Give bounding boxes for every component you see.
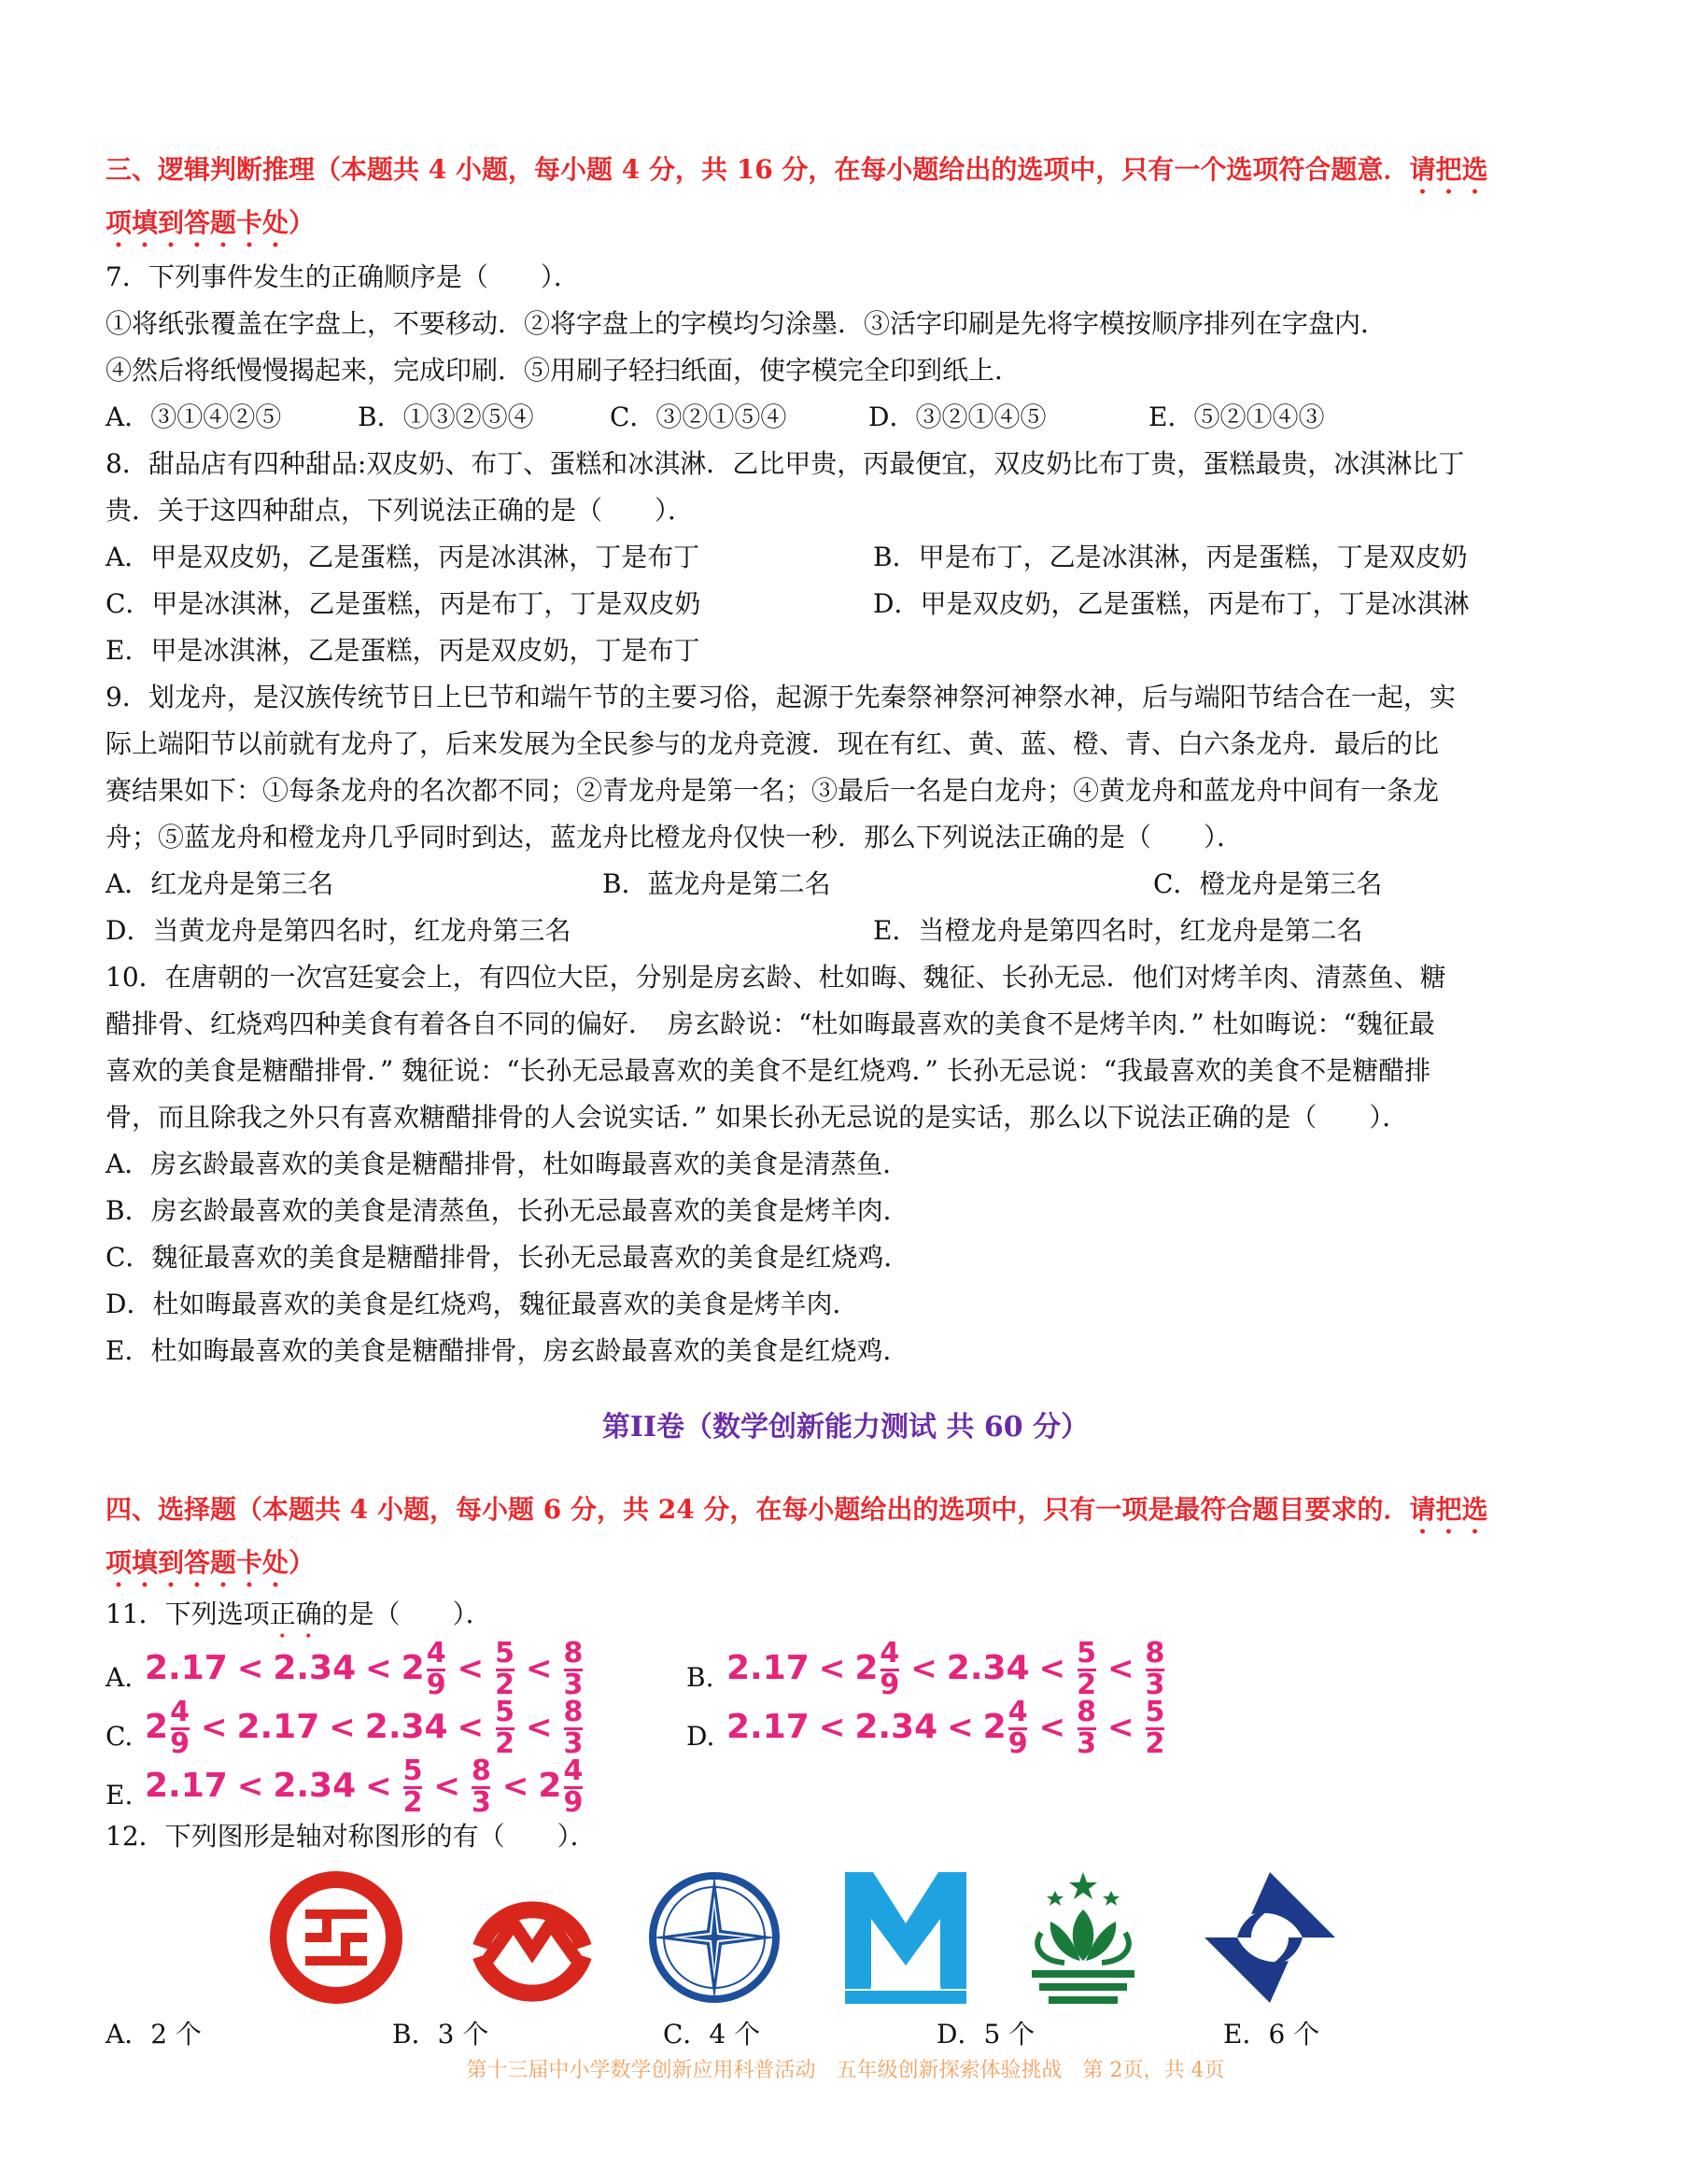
q8-option-d[interactable]: D．甲是双皮奶，乙是蛋糕，丙是布丁，丁是冰淇淋 xyxy=(873,588,1470,619)
section4-title xyxy=(106,1489,1487,1540)
q9-option-e[interactable]: E．当橙龙舟是第四名时，红龙舟是第二名 xyxy=(873,915,1363,946)
q11-option-d-expression xyxy=(726,1696,1166,1760)
q11-option-a-expression xyxy=(145,1637,585,1701)
section3-title-text: 三、逻辑判断推理（本题共 4 小题，每小题 4 分，共 16 分，在每小题给出的选项中，只有一个选项符合题意． xyxy=(106,154,1410,185)
q11-decimal-2-34: 2.34 xyxy=(854,1708,938,1746)
less-than-sign: < xyxy=(433,1768,461,1805)
q11-option-b-expression xyxy=(726,1637,1166,1701)
q9-option-c[interactable]: C．橙龙舟是第三名 xyxy=(1153,868,1383,899)
less-than-sign: < xyxy=(365,1650,392,1687)
q11-stem-post: 的是（ ）． xyxy=(321,1599,492,1629)
q11-mixed-number: 2 $\frac{4}{9}$ xyxy=(401,1637,446,1701)
q11-decimal-2-17: 2.17 xyxy=(145,1649,228,1687)
section4-title-cont xyxy=(106,1543,315,1593)
q8-option-e[interactable]: E．甲是冰淇淋，乙是蛋糕，丙是双皮奶，丁是布丁 xyxy=(106,635,700,666)
q11-option-e-expression xyxy=(145,1754,585,1819)
q11-fraction-8-3: $\frac{8}{3}$ xyxy=(1077,1696,1096,1760)
q12-option-c[interactable]: C．4 个 xyxy=(663,2019,761,2050)
q8-option-b[interactable]: B．甲是布丁，乙是冰淇淋，丙是蛋糕，丁是双皮奶 xyxy=(873,542,1468,572)
less-than-sign: < xyxy=(457,1709,485,1746)
q12-option-d[interactable]: D．5 个 xyxy=(937,2019,1036,2050)
less-than-sign: < xyxy=(200,1709,228,1746)
q11-fraction-5-2: $\frac{5}{2}$ xyxy=(1145,1696,1165,1760)
section4-title-text: 四、选择题（本题共 4 小题，每小题 6 分，共 24 分，在每小题给出的选项中，只有一项是最符合题目要求的． xyxy=(106,1494,1410,1525)
q11-stem-pre: 11．下列选项 xyxy=(106,1599,270,1629)
q8-option-c[interactable]: C．甲是冰淇淋，乙是蛋糕，丙是布丁，丁是双皮奶 xyxy=(106,588,701,619)
q11-fraction-8-3: $\frac{8}{3}$ xyxy=(563,1637,584,1701)
q11-mixed-number: 2 $\frac{4}{9}$ xyxy=(854,1637,900,1701)
less-than-sign: < xyxy=(365,1768,392,1805)
q11-decimal-2-17: 2.17 xyxy=(145,1767,228,1805)
section3-title-end: ） xyxy=(289,207,316,238)
q11-option-d-label[interactable]: D. xyxy=(686,1721,715,1752)
q11-option-e-label[interactable]: E. xyxy=(106,1780,134,1811)
section3-title-cont xyxy=(106,203,315,253)
q11-decimal-2-17: 2.17 xyxy=(726,1649,810,1687)
q11-decimal-2-34: 2.34 xyxy=(273,1767,357,1805)
q10-option-e[interactable]: E．杜如晦最喜欢的美食是糖醋排骨，房玄龄最喜欢的美食是红烧鸡． xyxy=(106,1335,909,1366)
page-footer: 第十三届中小学数学创新应用科普活动 五年级创新探索体验挑战 第 2页，共 4页 xyxy=(466,2059,1225,2082)
section4-emph-2: 项填到答题卡处 xyxy=(106,1547,289,1578)
q11-fraction-8-3: $\frac{8}{3}$ xyxy=(472,1754,491,1819)
q10-option-b[interactable]: B．房玄龄最喜欢的美食是清蒸鱼，长孙无忌最喜欢的美食是烤羊肉． xyxy=(106,1195,909,1226)
q10-option-d[interactable]: D．杜如晦最喜欢的美食是红烧鸡，魏征最喜欢的美食是烤羊肉． xyxy=(106,1289,859,1319)
less-than-sign: < xyxy=(236,1768,264,1805)
less-than-sign: < xyxy=(525,1709,553,1746)
q7-line2: ①将纸张覆盖在字盘上，不要移动．②将字盘上的字模均匀涂墨．③活字印刷是先将字模按顺序排列在字盘内． xyxy=(106,308,1388,339)
q10-line1: 10．在唐朝的一次宫廷宴会上，有四位大臣，分别是房玄龄、杜如晦、魏征、长孙无忌．他们对烤羊肉、清蒸鱼、糖 xyxy=(106,962,1446,993)
q11-fraction-5-2: $\frac{5}{2}$ xyxy=(402,1754,423,1819)
q10-line4: 骨，而且除我之外只有喜欢糖醋排骨的人会说实话．” 如果长孙无忌说的是实话，那么以下说法正确的是（ ）． xyxy=(106,1102,1409,1133)
q10-option-c[interactable]: C．魏征最喜欢的美食是糖醋排骨，长孙无忌最喜欢的美食是红烧鸡． xyxy=(106,1242,910,1273)
section3-emph-2: 项填到答题卡处 xyxy=(106,207,289,238)
q7-option-d[interactable]: D．③②①④⑤ xyxy=(868,402,1047,432)
q12-option-b[interactable]: B．3 个 xyxy=(392,2019,489,2050)
q11-decimal-2-34: 2.34 xyxy=(946,1649,1030,1687)
q9-line4: 舟；⑤蓝龙舟和橙龙舟几乎同时到达，蓝龙舟比橙龙舟仅快一秒．那么下列说法正确的是（ ）． xyxy=(106,822,1244,852)
q11-decimal-2-34: 2.34 xyxy=(364,1708,448,1746)
q10-line3: 喜欢的美食是糖醋排骨．” 魏征说：“长孙无忌最喜欢的美食不是红烧鸡．” 长孙无忌说：“我最喜欢的美食不是糖醋排 xyxy=(106,1055,1431,1086)
less-than-sign: < xyxy=(947,1709,974,1746)
q11-fraction-8-3: $\frac{8}{3}$ xyxy=(563,1696,584,1760)
q11-mixed-number: 2 $\frac{4}{9}$ xyxy=(538,1754,584,1819)
q12-option-e[interactable]: E．6 个 xyxy=(1223,2019,1320,2050)
q9-option-a[interactable]: A．红龙舟是第三名 xyxy=(106,868,334,899)
q11-fraction-5-2: $\frac{5}{2}$ xyxy=(495,1696,514,1760)
q9-line3: 赛结果如下：①每条龙舟的名次都不同；②青龙舟是第一名；③最后一名是白龙舟；④黄龙舟和蓝龙舟中间有一条龙 xyxy=(106,775,1440,806)
less-than-sign: < xyxy=(501,1768,529,1805)
q11-option-a-label[interactable]: A. xyxy=(106,1662,134,1693)
q7-line3: ④然后将纸慢慢揭起来，完成印刷．⑤用刷子轻扫纸面，使字模完全印到纸上． xyxy=(106,355,1022,386)
section3-emph: 请把选 xyxy=(1409,154,1488,185)
less-than-sign: < xyxy=(910,1650,937,1687)
less-than-sign: < xyxy=(1106,1709,1134,1746)
macau-emblem-logo xyxy=(1013,1867,1153,2008)
bank-s-logo xyxy=(1200,1867,1340,2008)
less-than-sign: < xyxy=(818,1650,846,1687)
q12-stem: 12．下列图形是轴对称图形的有（ ）． xyxy=(106,1821,597,1852)
q11-decimal-2-34: 2.34 xyxy=(273,1649,357,1687)
icbc-logo xyxy=(266,1867,406,2008)
q8-line2: 贵．关于这四种甜点，下列说法正确的是（ ）． xyxy=(106,495,695,526)
less-than-sign: < xyxy=(1106,1650,1134,1687)
part2-title: 第II卷（数学创新能力测试 共 60 分） xyxy=(601,1411,1090,1444)
q8-option-a[interactable]: A．甲是双皮奶，乙是蛋糕，丙是冰淇淋，丁是布丁 xyxy=(106,542,700,572)
q10-line2: 醋排骨、红烧鸡四种美食有着各自不同的偏好． 房玄龄说：“杜如晦最喜欢的美食不是烤羊肉．” 杜如晦说：“魏征最 xyxy=(106,1008,1435,1039)
less-than-sign: < xyxy=(329,1709,356,1746)
q11-decimal-2-17: 2.17 xyxy=(236,1708,320,1746)
q11-stem-emph: 正确 xyxy=(269,1599,322,1629)
less-than-sign: < xyxy=(1038,1650,1066,1687)
q7-option-c[interactable]: C．③②①⑤④ xyxy=(610,402,787,432)
q7-option-a[interactable]: A．③①④②⑤ xyxy=(106,402,282,432)
q7-stem: 7．下列事件发生的正确顺序是（ ）． xyxy=(106,261,580,292)
q8-line1: 8．甜品店有四种甜品:双皮奶、布丁、蛋糕和冰淇淋．乙比甲贵，丙最便宜，双皮奶比布丁贵，蛋糕最贵，冰淇淋比丁 xyxy=(106,448,1465,479)
q11-fraction-5-2: $\frac{5}{2}$ xyxy=(495,1637,514,1701)
q11-decimal-2-17: 2.17 xyxy=(726,1708,810,1746)
q12-option-a[interactable]: A．2 个 xyxy=(106,2019,202,2050)
less-than-sign: < xyxy=(236,1650,264,1687)
section3-title xyxy=(106,149,1487,200)
q9-line1: 9．划龙舟，是汉族传统节日上巳节和端午节的主要习俗，起源于先秦祭神祭河神祭水神，后与端阳节结合在一起，实 xyxy=(106,682,1456,712)
q11-option-c-expression xyxy=(145,1696,585,1760)
q9-option-d[interactable]: D．当黄龙舟是第四名时，红龙舟第三名 xyxy=(106,915,571,946)
less-than-sign: < xyxy=(818,1709,846,1746)
q9-option-b[interactable]: B．蓝龙舟是第二名 xyxy=(602,868,831,899)
q7-option-b[interactable]: B．①③②⑤④ xyxy=(358,402,534,432)
less-than-sign: < xyxy=(525,1650,553,1687)
q11-option-c-label[interactable]: C. xyxy=(106,1721,134,1752)
compass-rose-logo xyxy=(644,1867,784,2008)
q11-fraction-5-2: $\frac{5}{2}$ xyxy=(1077,1637,1096,1701)
q11-fraction-8-3: $\frac{8}{3}$ xyxy=(1145,1637,1165,1701)
shanghai-metro-logo xyxy=(462,1867,602,2008)
section4-emph: 请把选 xyxy=(1409,1494,1488,1525)
q7-option-e[interactable]: E．⑤②①④③ xyxy=(1148,402,1325,432)
q10-option-a[interactable]: A．房玄龄最喜欢的美食是糖醋排骨，杜如晦最喜欢的美食是清蒸鱼． xyxy=(106,1148,909,1179)
q11-mixed-number: 2 $\frac{4}{9}$ xyxy=(145,1696,190,1760)
q11-mixed-number: 2 $\frac{4}{9}$ xyxy=(982,1696,1028,1760)
q11-option-b-label[interactable]: B. xyxy=(686,1662,714,1693)
section4-title-end: ） xyxy=(289,1547,316,1578)
less-than-sign: < xyxy=(457,1650,485,1687)
q9-line2: 际上端阳节以前就有龙舟了，后来发展为全民参与的龙舟竞渡．现在有红、黄、蓝、橙、青、白六条龙舟．最后的比 xyxy=(106,728,1440,759)
less-than-sign: < xyxy=(1038,1709,1066,1746)
metro-m-logo xyxy=(836,1867,976,2008)
